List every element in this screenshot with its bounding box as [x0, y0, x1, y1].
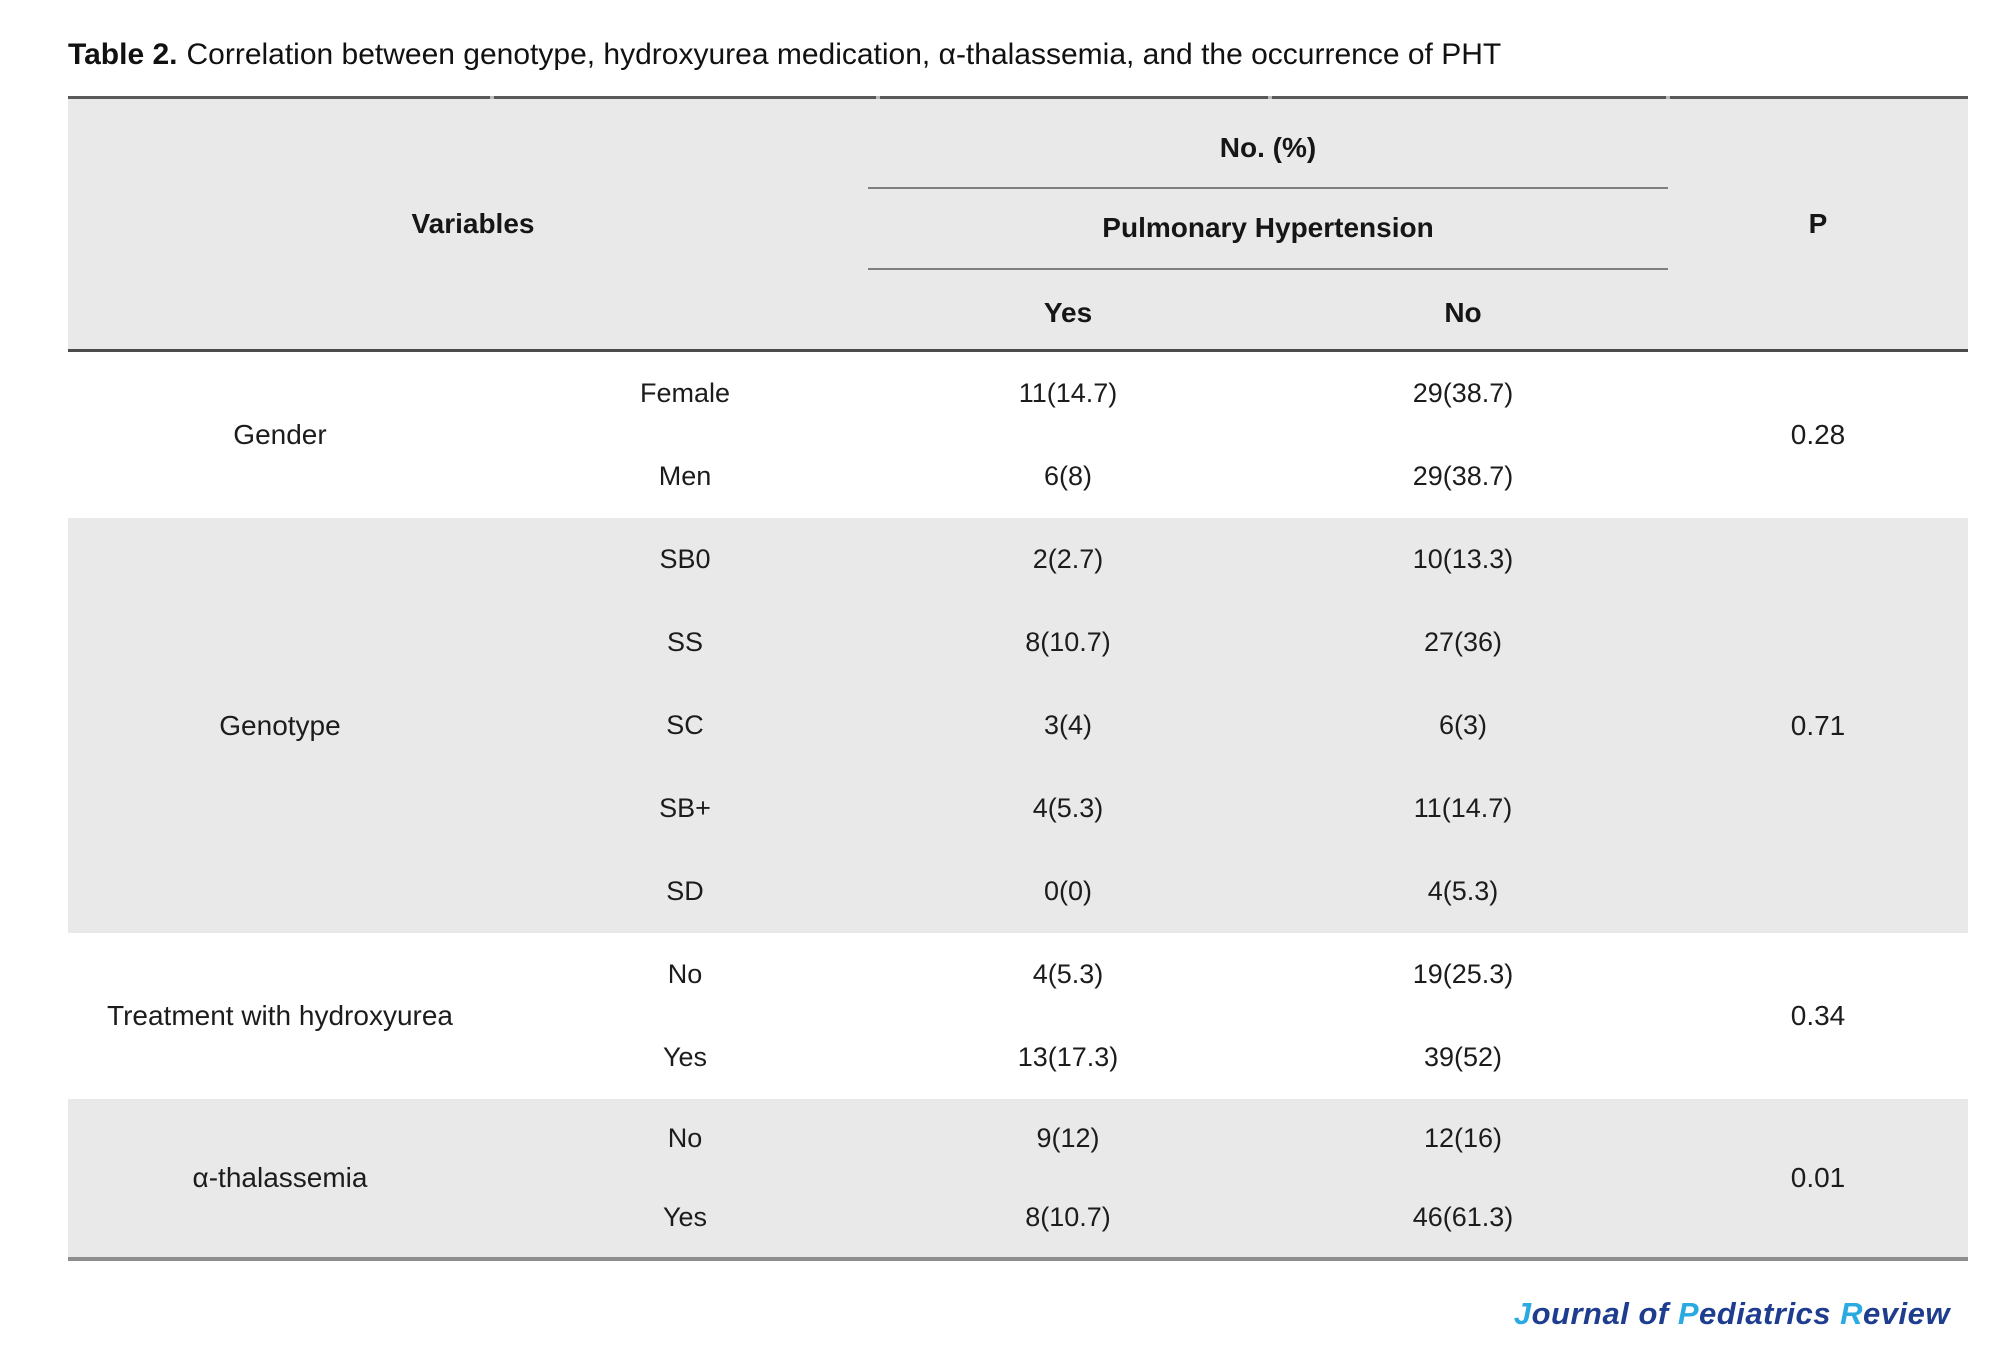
- yes-column: [878, 1099, 1258, 1257]
- table-header: [68, 99, 1968, 352]
- group-label: Treatment with hydroxyurea: [107, 1000, 453, 1031]
- header-p: P: [1808, 208, 1828, 239]
- cell-yes-value: 9(12): [1036, 1123, 1100, 1153]
- cell-no-value: 29(38.7): [1412, 378, 1514, 408]
- section-alpha-thalassemia: [68, 1099, 1968, 1261]
- p-value-cell: [1668, 352, 1968, 518]
- cell-subcategory: Men: [658, 461, 712, 491]
- no-column: [1258, 352, 1668, 518]
- journal-logo-part: eview: [1863, 1296, 1950, 1331]
- cell-yes-value: 4(5.3): [1032, 793, 1104, 823]
- no-column: [1258, 518, 1668, 933]
- cell-no-value: 6(3): [1438, 710, 1487, 740]
- subcategory-column: [492, 518, 878, 933]
- p-value-cell: [1668, 933, 1968, 1099]
- cell-subcategory: Female: [639, 378, 731, 408]
- journal-logo-part: ournal of: [1531, 1296, 1678, 1331]
- cell-yes-value: 13(17.3): [1017, 1042, 1119, 1072]
- group-label-cell: [68, 1099, 492, 1257]
- cell-no-value: 10(13.3): [1412, 544, 1514, 574]
- cell-yes-value: 11(14.7): [1018, 378, 1118, 408]
- cell-yes-value: 6(8): [1043, 461, 1092, 491]
- cell-no-value: 46(61.3): [1412, 1202, 1514, 1232]
- border-notch: [490, 96, 494, 99]
- p-value-cell: [1668, 518, 1968, 933]
- border-notch: [1666, 96, 1670, 99]
- cell-no-value: 19(25.3): [1412, 959, 1514, 989]
- yes-column: [878, 352, 1258, 518]
- subcategory-column: [492, 352, 878, 518]
- table-caption-text: Correlation between genotype, hydroxyurea medication, α-thalassemia, and the occurrence of PHT: [186, 38, 1502, 71]
- cell-subcategory: SS: [666, 627, 704, 657]
- yes-column: [878, 518, 1258, 933]
- yes-column: [878, 933, 1258, 1099]
- no-column: [1258, 1099, 1668, 1257]
- cell-no-value: 11(14.7): [1413, 793, 1513, 823]
- cell-no-value: 4(5.3): [1427, 876, 1499, 906]
- group-label: Gender: [233, 419, 327, 450]
- p-value: 0.71: [1790, 709, 1846, 741]
- group-label-cell: [68, 518, 492, 933]
- border-notch: [876, 96, 880, 99]
- cell-subcategory: Yes: [662, 1042, 708, 1072]
- journal-logo-part: ediatrics: [1699, 1296, 1841, 1331]
- spanner-line-top: [868, 187, 1668, 189]
- p-value: 0.28: [1790, 419, 1846, 450]
- header-no: No: [1444, 297, 1482, 328]
- group-label-cell: [68, 352, 492, 518]
- header-variables: Variables: [411, 208, 535, 239]
- cell-yes-value: 8(10.7): [1025, 1202, 1111, 1232]
- cell-subcategory: SD: [666, 876, 704, 906]
- subcategory-column: [492, 1099, 878, 1257]
- table-caption: [68, 36, 1501, 74]
- correlation-table: [68, 96, 1968, 1261]
- border-notch: [1268, 96, 1272, 99]
- cell-no-value: 27(36): [1423, 627, 1503, 657]
- section-treatment-hydroxyurea: [68, 933, 1968, 1099]
- p-value: 0.01: [1790, 1162, 1846, 1193]
- cell-subcategory: Yes: [662, 1202, 708, 1232]
- section-gender: [68, 352, 1968, 518]
- journal-logo-part: R: [1840, 1296, 1864, 1331]
- p-value: 0.34: [1790, 1000, 1846, 1031]
- group-label-cell: [68, 933, 492, 1099]
- cell-no-value: 29(38.7): [1412, 461, 1514, 491]
- header-pulmonary-hypertension: Pulmonary Hypertension: [1102, 212, 1434, 243]
- p-value-cell: [1668, 1099, 1968, 1257]
- cell-subcategory: No: [667, 959, 703, 989]
- cell-yes-value: 3(4): [1043, 710, 1092, 740]
- no-column: [1258, 933, 1668, 1099]
- header-yes: Yes: [1043, 297, 1093, 328]
- group-label: Genotype: [219, 709, 341, 741]
- group-label: α-thalassemia: [192, 1162, 368, 1193]
- section-genotype: [68, 518, 1968, 933]
- cell-yes-value: 4(5.3): [1032, 959, 1104, 989]
- cell-subcategory: SB0: [659, 544, 711, 574]
- spanner-line-bottom: [868, 268, 1668, 270]
- journal-logo-part: J: [1513, 1296, 1532, 1331]
- cell-yes-value: 8(10.7): [1025, 627, 1111, 657]
- subcategory-column: [492, 933, 878, 1099]
- table-number: Table 2.: [68, 38, 178, 71]
- cell-no-value: 12(16): [1423, 1123, 1503, 1153]
- header-no-pct: No. (%): [1219, 132, 1317, 163]
- journal-logo: [1477, 1260, 1950, 1349]
- cell-subcategory: No: [667, 1123, 703, 1153]
- cell-subcategory: SB+: [659, 793, 711, 823]
- cell-yes-value: 0(0): [1043, 876, 1092, 906]
- cell-no-value: 39(52): [1423, 1042, 1503, 1072]
- journal-logo-part: P: [1677, 1296, 1700, 1331]
- cell-subcategory: SC: [666, 710, 704, 740]
- cell-yes-value: 2(2.7): [1032, 544, 1104, 574]
